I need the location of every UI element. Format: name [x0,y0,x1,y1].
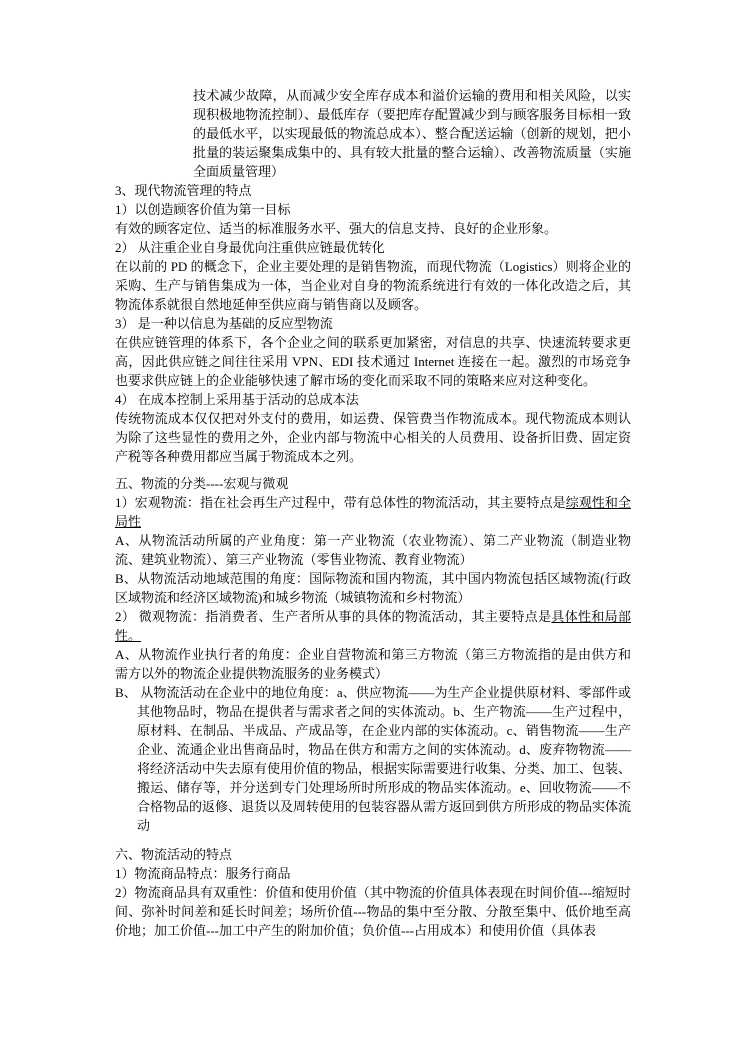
section-6-heading: 六、物流活动的特点 [115,847,233,862]
section-5-micro-item-a: A、从物流作业执行者的角度：企业自营物流和第三方物流（第三方物流指的是由供方和需方以外的物流企业提供物流服务的业务模式） [115,647,631,681]
section-3-point-4-heading: 4） 在成本控制上采用基于活动的总成本法 [115,392,359,407]
section-5-macro-item-b: B、从物流活动地域范围的角度：国际物流和国内物流，其中国内物流包括区域物流(行政区域物流和经济区域物流)和城乡物流（城镇物流和乡村物流） [115,571,631,605]
section-3-point-4-body: 传统物流成本仅仅把对外支付的费用，如运费、保管费当作物流成本。现代物流成本则认为除了这些显性的费用之外，企业内部与物流中心相关的人员费用、设备折旧费、固定资产税等各种费用都应当属于物流成本之列。 [115,411,631,464]
section-6-point-1: 1）物流商品特点：服务行商品 [115,866,291,881]
section-5-macro-item-a: A、从物流活动所属的产业角度：第一产业物流（农业物流）、第二产业物流（制造业物流、建筑业物流）、第三产业物流（零售业物流、教育业物流） [115,533,631,567]
section-3-point-2-heading: 2） 从注重企业自身最优向注重供应链最优转化 [115,240,385,255]
document-content [115,86,631,940]
section-5-micro-heading [115,607,631,645]
intro-continuation-paragraph: 技术减少故障，从而减少安全库存成本和溢价运输的费用和相关风险，以实现积极地物流控制）、最低库存（要把库存配置减少到与顾客服务目标相一致的最低水平，以实现最低的物流总成本）、整合配送运输（创新的规划，把小批量的装运聚集成集中的、具有较大批量的整合运输）、改善物流质量（实施全面质量管理） [193,88,631,179]
section-3-point-3-body: 在供应链管理的体系下，各个企业之间的联系更加紧密，对信息的共享、快速流转要求更高，因此供应链之间往往采用 VPN、EDI 技术通过 Internet 连接在一起。激烈的市场竞争也要求供应链上的企业能够快速了解市场的变化而采取不同的策略来应对这种变化。 [115,335,631,388]
section-5-heading: 五、物流的分类----宏观与微观 [115,476,289,491]
micro-heading-underlined-text: 具体性和局部性。 [115,609,631,643]
section-5-macro-heading [115,493,631,531]
macro-heading-text: 1）宏观物流：指在社会再生产过程中，带有总体性的物流活动，其主要特点是 [115,495,566,510]
section-6-point-2: 2）物流商品具有双重性：价值和使用价值（其中物流的价值具体表现在时间价值---缩短时间、弥补时间差和延长时间差；场所价值---物品的集中至分散、分散至集中、低价地至高价地；加工价值---加工中产生的附加价值；负价值---占用成本）和使用价值（具体表 [115,885,631,938]
section-3-heading: 3、现代物流管理的特点 [115,183,252,198]
section-3-point-2-body: 在以前的 PD 的概念下，企业主要处理的是销售物流，而现代物流（Logistics）则将企业的采购、生产与销售集成为一体，当企业对自身的物流系统进行有效的一体化改造之后，其物流体系就很自然地延伸至供应商与销售商以及顾客。 [115,259,631,312]
section-3-point-1-heading: 1）以创造顾客价值为第一目标 [115,202,291,217]
micro-heading-text: 2） 微观物流：指消费者、生产者所从事的具体的物流活动，其主要特点是 [115,609,552,624]
section-3-point-1-body: 有效的顾客定位、适当的标准服务水平、强大的信息支持、良好的企业形象。 [115,221,558,236]
section-3-point-3-heading: 3） 是一种以信息为基础的反应型物流 [115,316,333,331]
macro-heading-underlined-text: 综观性和全局性 [115,495,631,529]
section-5-micro-item-b: B、 从物流活动在企业中的地位角度：a、供应物流——为生产企业提供原材料、零部件或其他物品时，物品在提供者与需求者之间的实体流动。b、生产物流——生产过程中，原材料、在制品、半成品、产成品等，在企业内部的实体流动。c、销售物流——生产企业、流通企业出售商品时，物品在供方和需方之间的实体流动。d、废弃物物流——将经济活动中失去原有使用价值的物品，根据实际需要进行收集、分类、加工、包装、搬运、储存等，并分送到专门处理场所时所形成的物品实体流动。e、回收物流——不合格物品的返修、退货以及周转使用的包装容器从需方返回到供方所形成的物品实体流动 [115,685,632,833]
